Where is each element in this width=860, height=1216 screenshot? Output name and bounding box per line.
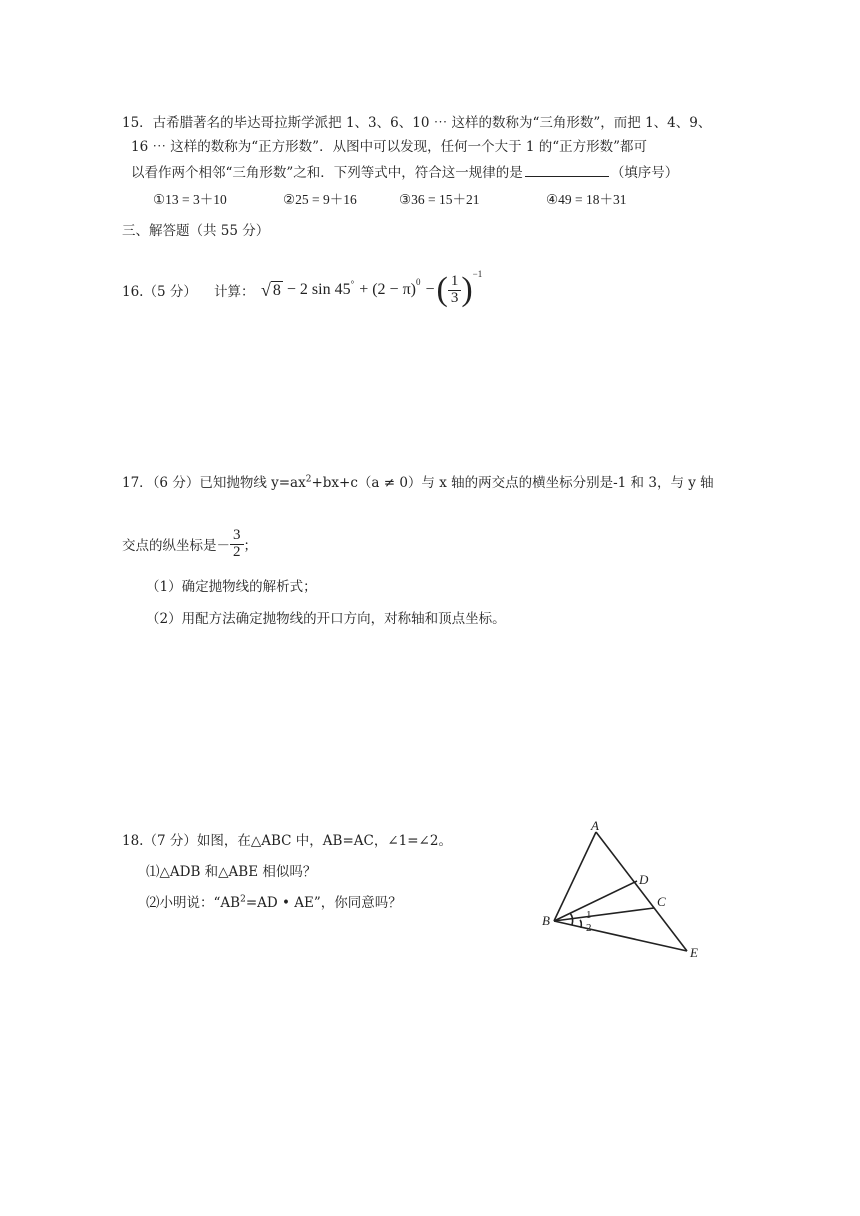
q17-line1-a: （6 分）已知抛物线 y=ax [152, 475, 306, 491]
q15-line3-text: 以看作两个相邻“三角形数”之和．下列等式中，符合这一规律的是 [131, 165, 523, 181]
section-heading: 三、解答题（共 55 分） [122, 223, 270, 239]
label-a: A [591, 818, 599, 833]
q17-label: 17． [122, 475, 153, 491]
q16-fraction-denominator: 3 [450, 289, 459, 306]
q17-superscript: 2 [305, 474, 312, 485]
right-paren: ) [461, 271, 473, 308]
q16-exponent-neg1: −1 [472, 269, 483, 279]
q16-minus: − [425, 281, 435, 298]
q15-option-4: ④49 = 18＋31 [546, 192, 627, 207]
label-b: B [542, 913, 550, 928]
left-paren: ( [436, 271, 448, 308]
q17-line2 [122, 522, 257, 566]
q16-fraction [448, 274, 462, 307]
q16-term3: + (2 − π) [359, 281, 416, 298]
q17-sub1: （1）确定抛物线的解析式； [146, 579, 317, 595]
q15-line1: 15．古希腊著名的毕达哥拉斯学派把 1、3、6、10 ⋯ 这样的数称为“三角形数”，而把 1、4、9、 [122, 115, 712, 131]
q17-line2-a: 交点的纵坐标是－ [122, 538, 230, 554]
angle-1-label: 1 [586, 909, 592, 921]
q17-sub2: （2）用配方法确定抛物线的开口方向，对称轴和顶点坐标。 [146, 611, 506, 627]
q17-fraction-numerator: 3 [230, 528, 244, 545]
q17-fraction [230, 528, 244, 561]
q18-sub2-b: =AD • AE”，你同意吗？ [245, 895, 402, 911]
q17-line1 [122, 471, 714, 491]
label-d: D [639, 872, 649, 887]
answer-blank[interactable] [525, 164, 609, 177]
label-c: C [657, 894, 666, 909]
q15-option-1: ①13 = 3＋10 [153, 192, 227, 207]
q16-expression [261, 268, 482, 312]
q18-sub2 [146, 891, 402, 911]
q15-line2: 16 ⋯ 这样的数称为“正方形数”．从图中可以发现，任何一个大于 1 的“正方形数”都可 [131, 139, 648, 155]
q17-line1-b: +bx+c（a ≠ 0）与 x 轴的两交点的横坐标分别是-1 和 3，与 y 轴 [311, 475, 714, 491]
q16-fraction-numerator: 1 [448, 274, 462, 291]
sqrt-icon: √ [261, 279, 271, 300]
triangle-figure [530, 818, 730, 968]
q16-label: 16.（5 分） [122, 284, 197, 300]
q18-sub2-a: ⑵小明说：“AB [146, 895, 241, 911]
sqrt-argument: 8 [272, 281, 281, 299]
angle-2-label: 2 [586, 922, 592, 934]
q15-line3 [131, 161, 678, 181]
q15-option-2: ②25 = 9＋16 [283, 192, 357, 207]
degree-sign: ° [350, 279, 355, 289]
label-e: E [690, 945, 698, 960]
segment-ab [554, 832, 596, 921]
q17-fraction-denominator: 2 [233, 543, 241, 560]
q17-line2-b: ； [243, 538, 257, 554]
q18-sub1: ⑴△ADB 和△ABE 相似吗？ [146, 864, 317, 880]
q15-line3-suffix: （填序号） [610, 165, 679, 181]
q18-line1: 18.（7 分）如图，在△ABC 中，AB=AC，∠1=∠2。 [122, 833, 452, 849]
q16-exponent-zero: 0 [415, 277, 421, 287]
q15-option-3: ③36 = 15＋21 [399, 192, 480, 207]
q16-term2: − 2 sin 45 [286, 281, 351, 298]
q18-superscript: 2 [240, 894, 246, 905]
q16-prompt: 计算： [214, 284, 255, 300]
